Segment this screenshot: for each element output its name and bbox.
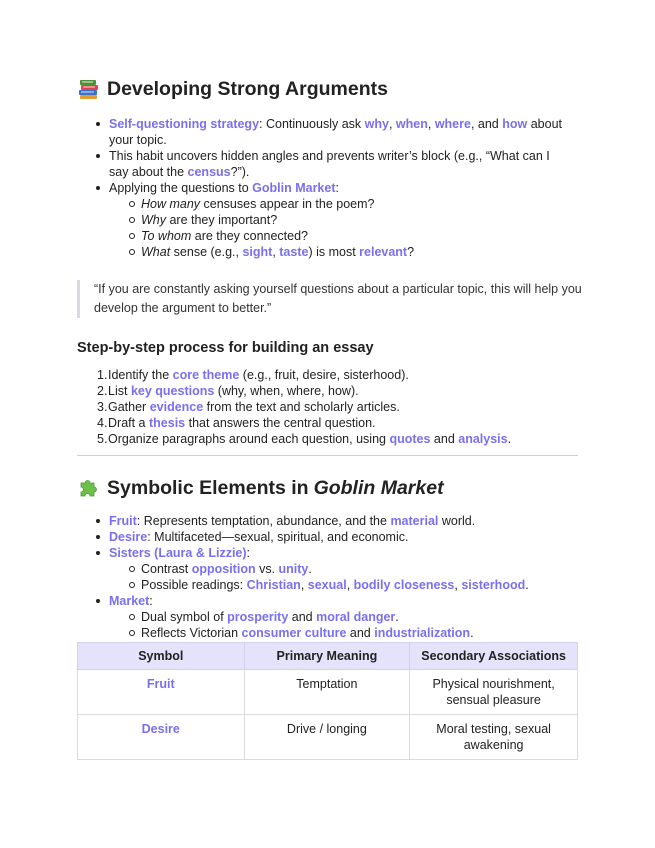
symbol-table xyxy=(77,642,578,760)
column-header: Primary Meaning xyxy=(244,643,410,670)
column-header: Secondary Associations xyxy=(410,643,578,670)
sisters-sublist xyxy=(109,561,577,593)
argument-bullets xyxy=(77,116,567,260)
symbol-bullets xyxy=(77,513,577,641)
table-cell: Temptation xyxy=(244,670,410,715)
table-cell: Desire xyxy=(78,715,245,760)
divider xyxy=(77,455,578,456)
process-steps xyxy=(77,367,577,447)
section-heading-text: Developing Strong Arguments xyxy=(107,77,388,100)
table-header-row xyxy=(78,643,578,670)
section-heading-title: Goblin Market xyxy=(313,476,444,499)
market-sublist xyxy=(109,609,577,641)
list-item: Contrast opposition vs. unity. xyxy=(109,561,577,577)
puzzle-icon xyxy=(77,476,101,500)
books-icon xyxy=(77,77,101,101)
section-heading-text: Symbolic Elements in xyxy=(107,476,309,499)
table-row xyxy=(78,715,578,760)
table-cell: Drive / longing xyxy=(244,715,410,760)
process-heading: Step-by-step process for building an essay xyxy=(77,340,374,356)
question-sublist xyxy=(109,196,567,260)
list-item: To whom are they connected? xyxy=(109,228,567,244)
step-item: 1. Identify the core theme (e.g., fruit, desire, sisterhood). xyxy=(97,368,409,382)
list-item: Dual symbol of prosperity and moral danger. xyxy=(109,609,577,625)
table-cell: Fruit xyxy=(78,670,245,715)
section-heading-symbolic xyxy=(77,476,444,500)
step-item: 3. Gather evidence from the text and scholarly articles. xyxy=(97,400,400,414)
list-item: Sisters (Laura & Lizzie): Contrast opposition vs. unity. Possible readings: Christian, sexual, bodily closeness, sisterhood. xyxy=(77,545,577,593)
list-item: Fruit: Represents temptation, abundance, and the material world. xyxy=(77,513,577,529)
list-item: What sense (e.g., sight, taste) is most relevant? xyxy=(109,244,567,260)
list-item: This habit uncovers hidden angles and prevents writer’s block (e.g., “What can I say about the census?”). xyxy=(77,148,567,180)
column-header: Symbol xyxy=(78,643,245,670)
table-cell: Physical nourishment, sensual pleasure xyxy=(410,670,578,715)
section-heading-arguments xyxy=(77,77,388,101)
table-row xyxy=(78,670,578,715)
list-item: Reflects Victorian consumer culture and industrialization. xyxy=(109,625,577,641)
list-item: Applying the questions to Goblin Market: How many censuses appear in the poem? Why are they important? To whom are they connected? What sense (e.g., sight, taste) is most relevant? xyxy=(77,180,567,260)
list-item: Desire: Multifaceted—sexual, spiritual, and economic. xyxy=(77,529,577,545)
blockquote: “If you are constantly asking yourself questions about a particular topic, this will help you develop the argument to better.” xyxy=(77,280,584,318)
step-item: 4. Draft a thesis that answers the central question. xyxy=(97,416,376,430)
list-item: Market: Dual symbol of prosperity and moral danger. Reflects Victorian consumer culture and industrialization. xyxy=(77,593,577,641)
list-item: Why are they important? xyxy=(109,212,567,228)
step-item: 5. Organize paragraphs around each question, using quotes and analysis. xyxy=(97,432,512,446)
list-item: How many censuses appear in the poem? xyxy=(109,196,567,212)
step-item: 2. List key questions (why, when, where, how). xyxy=(97,384,359,398)
list-item: Self-questioning strategy: Continuously ask why, when, where, and how about your topic. xyxy=(77,116,567,148)
table-cell: Moral testing, sexual awakening xyxy=(410,715,578,760)
list-item: Possible readings: Christian, sexual, bodily closeness, sisterhood. xyxy=(109,577,577,593)
